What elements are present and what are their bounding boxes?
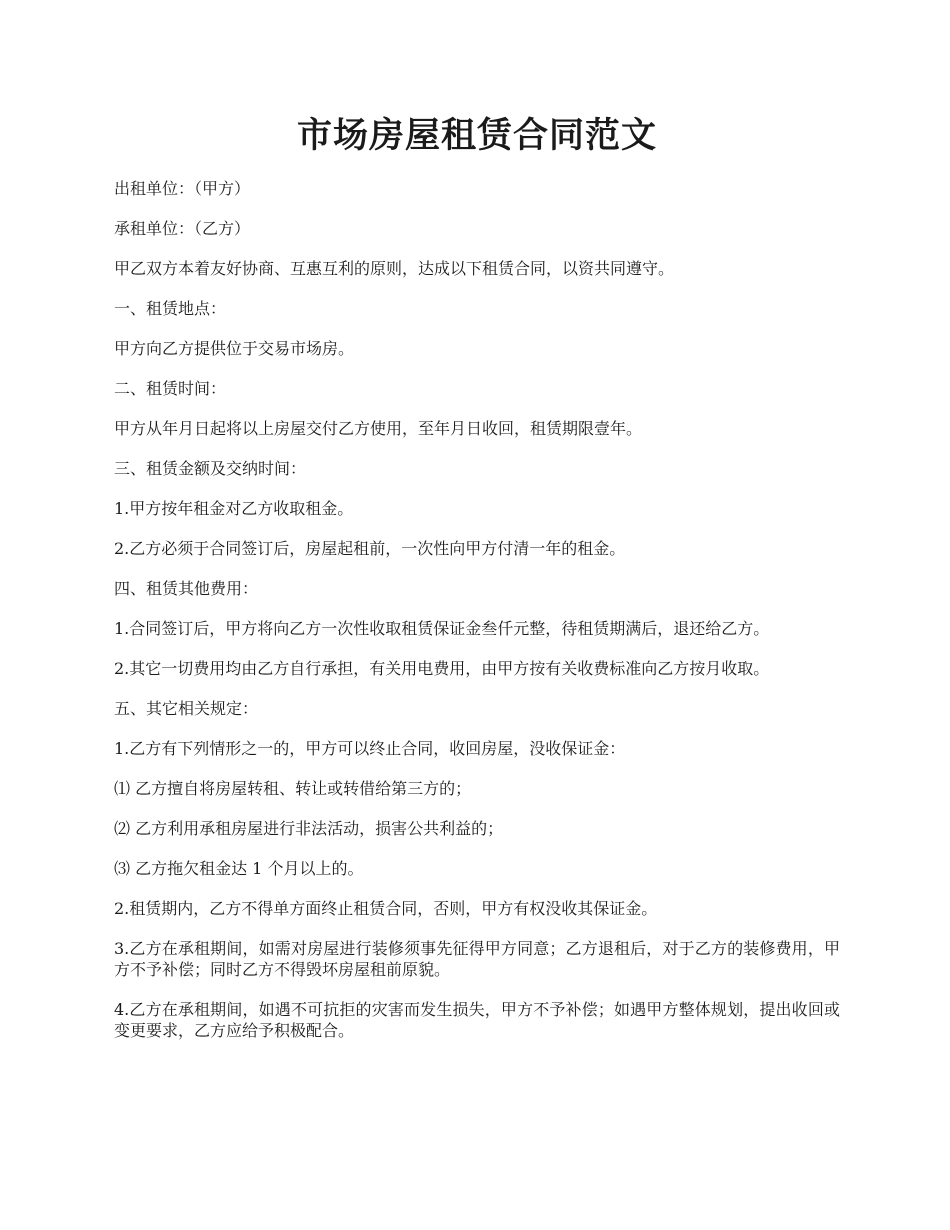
document-title: 市场房屋租赁合同范文 [296,115,657,156]
paragraph-lessee: 承租单位：（乙方） [114,219,251,238]
section-heading-fees: 四、租赁其他费用： [114,579,259,598]
paragraph-preamble: 甲乙双方本着友好协商、互惠互利的原则，达成以下租赁合同，以资共同遵守。 [114,259,675,278]
paragraph-rules-1-b: ⑵ 乙方利用承租房屋进行非法活动，损害公共利益的； [114,819,504,838]
paragraph-lessor: 出租单位：（甲方） [114,179,251,198]
document-page [114,0,840,1230]
paragraph-rules-1-a: ⑴ 乙方擅自将房屋转租、转让或转借给第三方的； [114,779,472,798]
paragraph-fees-2: 2.其它一切费用均由乙方自行承担，有关用电费用，由甲方按有关收费标准向乙方按月收取。 [114,659,770,678]
paragraph-period: 甲方从年月日起将以上房屋交付乙方使用，至年月日收回，租赁期限壹年。 [114,419,643,438]
paragraph-rent-1: 1.甲方按年租金对乙方收取租金。 [114,499,354,518]
paragraph-rules-3: 3.乙方在承租期间，如需对房屋进行装修须事先征得甲方同意；乙方退租后，对于乙方的装修费用，甲方不予补偿；同时乙方不得毁坏房屋租前原貌。 [114,939,840,979]
paragraph-fees-1: 1.合同签订后，甲方将向乙方一次性收取租赁保证金叁仟元整，待租赁期满后，退还给乙方。 [114,619,770,638]
section-heading-location: 一、租赁地点： [114,299,227,318]
section-heading-period: 二、租赁时间： [114,379,227,398]
paragraph-rules-4: 4.乙方在承租期间，如遇不可抗拒的灾害而发生损失，甲方不予补偿；如遇甲方整体规划，提出收回或变更要求，乙方应给予积极配合。 [114,1000,840,1040]
section-heading-rent: 三、租赁金额及交纳时间： [114,459,307,478]
document-body [114,178,840,1060]
paragraph-rules-1-c: ⑶ 乙方拖欠租金达 1 个月以上的。 [114,859,364,878]
paragraph-rent-2: 2.乙方必须于合同签订后，房屋起租前，一次性向甲方付清一年的租金。 [114,539,626,558]
paragraph-rules-1: 1.乙方有下列情形之一的，甲方可以终止合同，收回房屋，没收保证金： [114,739,626,758]
paragraph-rules-2: 2.租赁期内，乙方不得单方面终止租赁合同，否则，甲方有权没收其保证金。 [114,899,658,918]
section-heading-rules: 五、其它相关规定： [114,699,259,718]
paragraph-location: 甲方向乙方提供位于交易市场房。 [114,339,355,358]
